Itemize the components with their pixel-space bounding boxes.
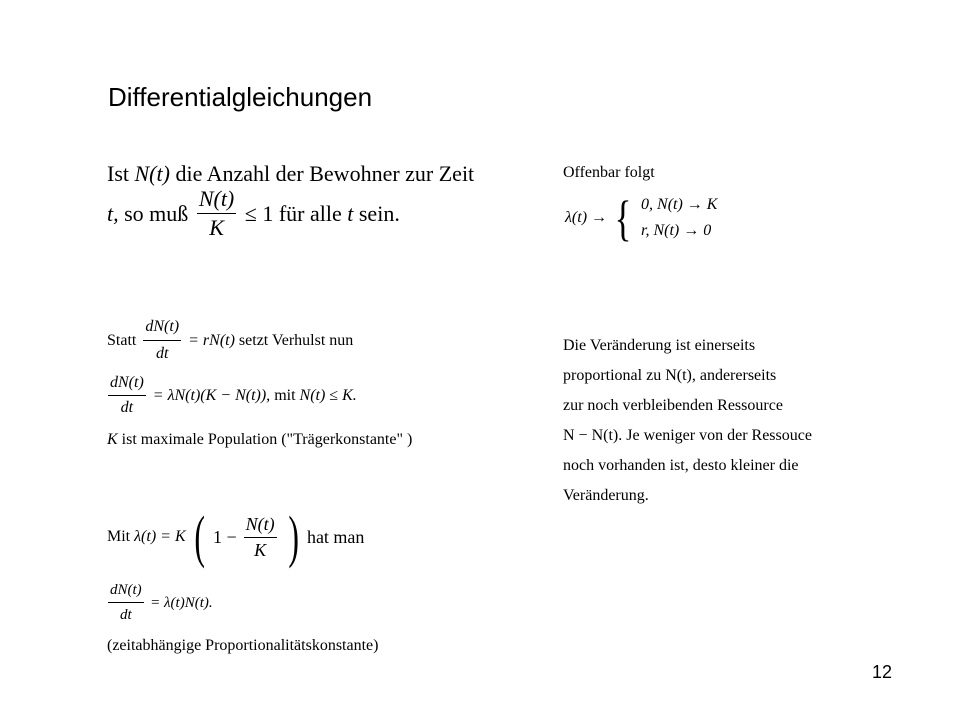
block3-mit: mit — [274, 386, 296, 404]
block4-line: noch vorhanden ist, desto kleiner die — [563, 457, 799, 474]
block3-line1 — [107, 314, 353, 367]
block1-ist: Ist — [107, 161, 129, 186]
block4-line: proportional zu N(t), andererseits — [563, 367, 777, 384]
block5-frac2-num: dN(t) — [110, 582, 142, 598]
block1-line2 — [107, 185, 400, 242]
block4-line: Veränderung. — [563, 487, 649, 504]
block1-fuer-alle: für alle — [278, 200, 342, 226]
block1-line1-rest: die Anzahl der Bewohner zur Zeit — [175, 161, 475, 186]
block5-one-minus: 1 − — [212, 527, 237, 547]
left-paren-icon: ( — [193, 504, 205, 569]
block3-fraction2 — [108, 371, 146, 420]
block1-frac-den: K — [197, 213, 236, 242]
right-paren-icon: ) — [287, 504, 299, 569]
block3-eq2: = λN(t)(K − N(t)), — [152, 386, 271, 404]
block2-heading: Offenbar folgt — [563, 164, 655, 181]
left-brace-icon: { — [614, 190, 632, 246]
block3-frac1-den: dt — [143, 340, 181, 367]
block4-line: zur noch verbleibenden Ressource — [563, 397, 783, 414]
block5-mit: Mit — [107, 528, 131, 545]
block3-frac2-num: dN(t) — [110, 374, 144, 391]
block5-frac2-den: dt — [108, 602, 144, 627]
block5-line2 — [105, 578, 213, 627]
block1-fraction — [197, 185, 236, 242]
block5-fraction2 — [108, 578, 144, 627]
block4-line: N − N(t). Je weniger von der Ressouce — [563, 427, 812, 444]
block1-t: t, — [107, 200, 119, 226]
block2-case2: r, N(t) → 0 — [641, 222, 712, 239]
block3-fraction1 — [143, 314, 181, 367]
block5-eq: = λ(t)N(t). — [150, 594, 213, 611]
block3-eq1: = rN(t) — [188, 331, 235, 349]
block3-statt: Statt — [107, 331, 137, 349]
block3-eq1-rest: setzt Verhulst nun — [238, 331, 354, 349]
block1-leq: ≤ 1 — [244, 200, 274, 226]
page-number: 12 — [872, 662, 893, 682]
block1-sein: sein. — [358, 200, 400, 226]
block3-k-text: ist maximale Population ("Trägerkonstante" ) — [121, 431, 413, 448]
block1-n-of-t: N(t) — [134, 161, 170, 186]
block3-frac1-num: dN(t) — [145, 318, 180, 335]
block3-line2 — [105, 371, 357, 420]
block2-case1: 0, N(t) → K — [641, 196, 718, 213]
block5-frac-den: K — [244, 537, 277, 563]
block5-frac-num: N(t) — [245, 513, 275, 534]
block1-line1 — [107, 160, 474, 188]
block1-frac-num: N(t) — [198, 186, 235, 211]
block5-hat-man: hat man — [306, 527, 365, 547]
block5-note: (zeitabhängige Proportionalitätskonstante) — [107, 637, 379, 654]
block2-cases — [641, 192, 717, 244]
block4-line: Die Veränderung ist einerseits — [563, 337, 756, 354]
block2-cases-line — [565, 192, 717, 244]
slide-title: Differentialgleichungen — [108, 82, 373, 112]
block5-lhs: λ(t) = K — [134, 528, 186, 545]
block3-frac2-den: dt — [108, 395, 146, 420]
block3-eq2-cond: N(t) ≤ K. — [299, 386, 357, 404]
block3-k: K — [107, 431, 118, 448]
block1-so-muss: so muß — [124, 200, 189, 226]
block2-lhs: λ(t) → — [565, 209, 608, 226]
block3-line3 — [107, 429, 412, 451]
block5-fraction — [244, 512, 277, 563]
block5-line1 — [107, 504, 365, 569]
block1-t2: t — [347, 200, 354, 226]
block4-description — [563, 331, 812, 511]
